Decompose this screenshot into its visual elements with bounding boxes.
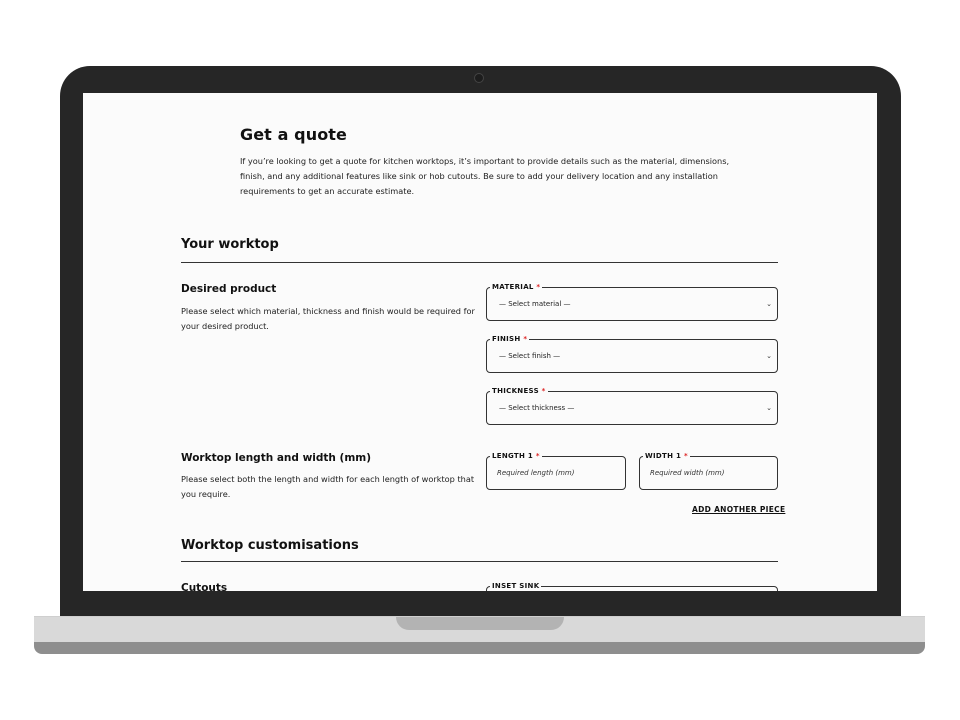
length-placeholder: Required length (mm) — [497, 469, 575, 477]
thickness-select[interactable] — [486, 387, 778, 425]
material-select[interactable] — [486, 283, 778, 321]
required-marker: * — [523, 335, 528, 343]
thickness-value: — Select thickness — — [499, 404, 575, 412]
camera-icon — [474, 73, 484, 83]
desired-product-description: Please select which material, thickness and finish would be required for your desired product. — [181, 306, 475, 331]
finish-label: FINISH * — [492, 335, 528, 343]
dimensions-title: Worktop length and width (mm) — [181, 452, 372, 464]
add-another-piece-link[interactable]: ADD ANOTHER PIECE — [692, 505, 786, 514]
page-title: Get a quote — [240, 125, 348, 144]
finish-select[interactable] — [486, 335, 778, 373]
chevron-down-icon: ⌄ — [766, 404, 772, 412]
required-marker: * — [683, 452, 688, 460]
required-marker: * — [541, 387, 546, 395]
cutouts-title: Cutouts — [181, 582, 228, 591]
length-input[interactable] — [486, 452, 626, 490]
inset-sink-label: INSET SINK — [492, 582, 540, 590]
inset-sink-select[interactable] — [486, 582, 778, 591]
width-placeholder: Required width (mm) — [650, 469, 725, 477]
length-label: LENGTH 1 * — [492, 452, 540, 460]
section-title-worktop: Your worktop — [181, 237, 279, 252]
laptop-base-bottom — [34, 642, 925, 654]
section-divider — [181, 262, 778, 263]
laptop-notch — [396, 617, 564, 630]
dimensions-description: Please select both the length and width for each length of worktop that you require. — [181, 474, 475, 499]
chevron-down-icon: ⌄ — [766, 352, 772, 360]
required-marker: * — [535, 452, 540, 460]
thickness-label: THICKNESS * — [492, 387, 546, 395]
finish-value: — Select finish — — [499, 352, 561, 360]
section-title-customisations: Worktop customisations — [181, 538, 359, 553]
material-value: — Select material — — [499, 300, 571, 308]
desired-product-title: Desired product — [181, 283, 277, 295]
width-input[interactable] — [639, 452, 778, 490]
chevron-down-icon: ⌄ — [766, 300, 772, 308]
section-divider — [181, 561, 778, 562]
width-label: WIDTH 1 * — [645, 452, 688, 460]
screen — [83, 93, 877, 591]
required-marker: * — [536, 283, 541, 291]
material-label: MATERIAL * — [492, 283, 541, 291]
page-intro: If you’re looking to get a quote for kitchen worktops, it’s important to provide details such as the material, dimensions, finish, and any additional features like sink or hob cutouts. Be sure to add your delivery location and any installation requirements to get an accurate estimate. — [240, 156, 730, 196]
